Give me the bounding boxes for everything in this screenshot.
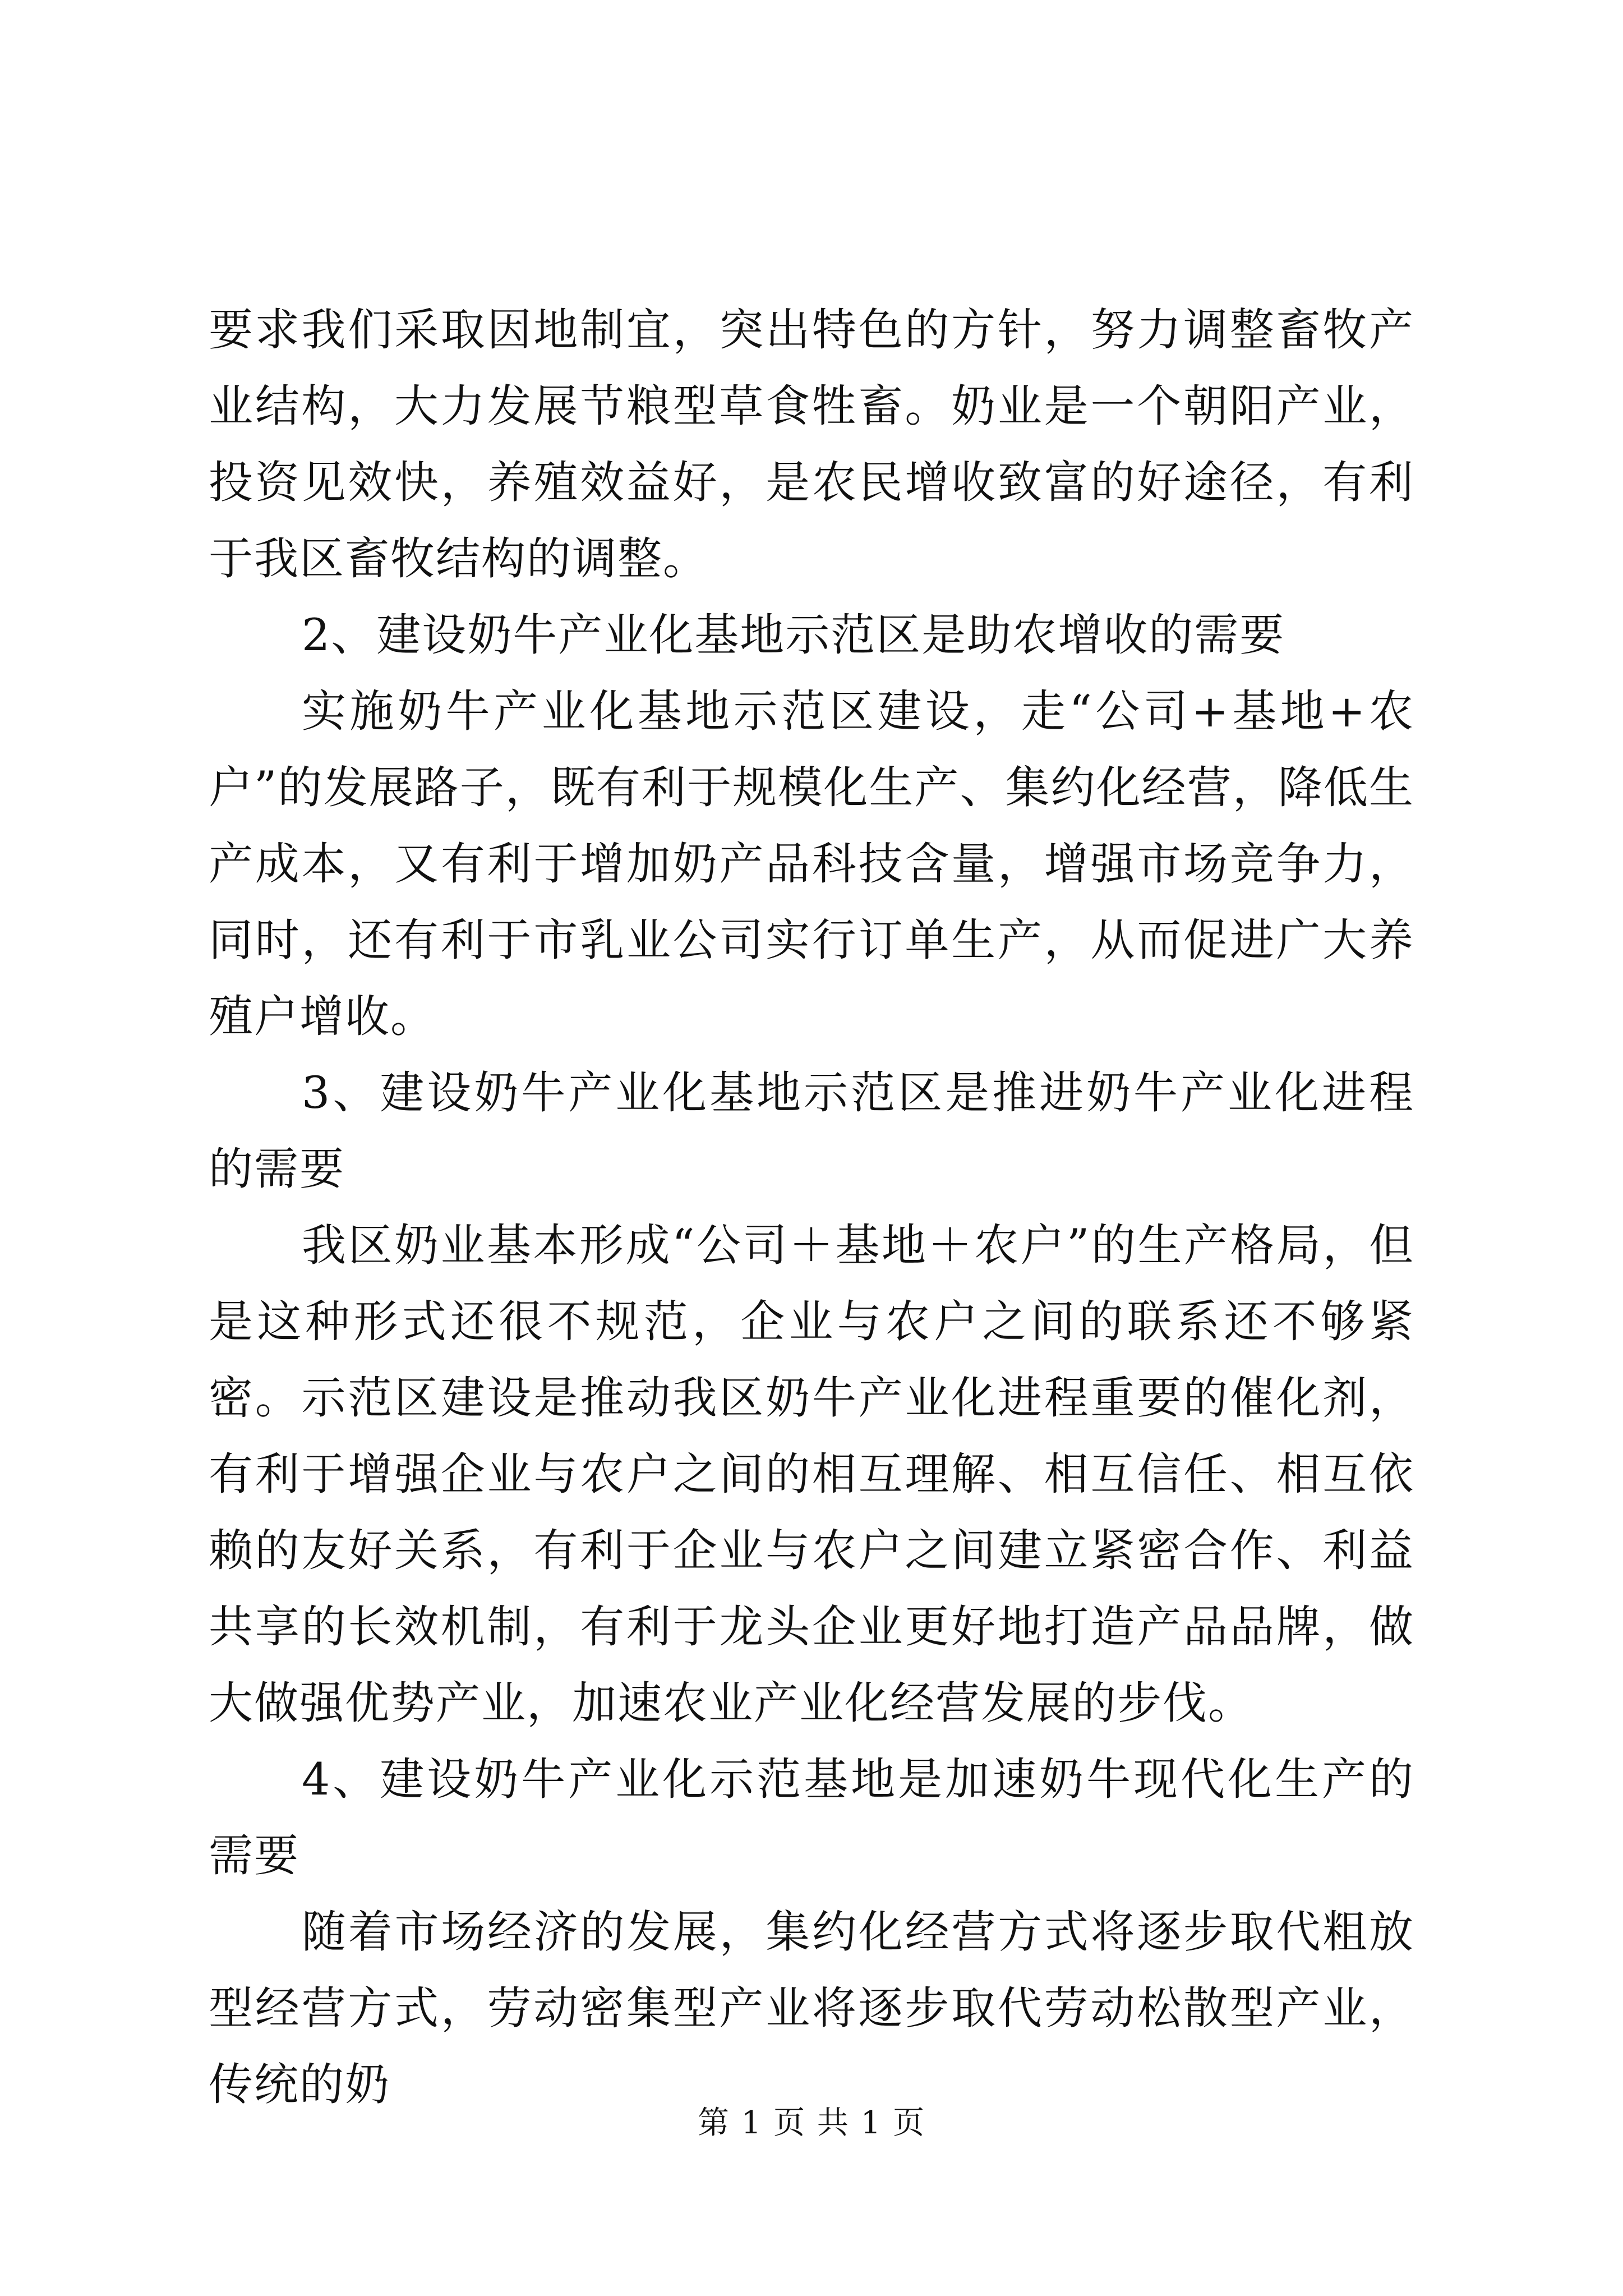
paragraph-section-4: 随着市场经济的发展，集约化经营方式将逐步取代粗放型经营方式，劳动密集型产业将逐步取代劳动松散型产业，传统的奶 bbox=[209, 1906, 1414, 2110]
page-footer bbox=[0, 2101, 1623, 2146]
section-heading-4: 4、建设奶牛产业化示范基地是加速奶牛现代化生产的需要 bbox=[209, 1754, 1414, 1881]
paragraph-section-3: 我区奶业基本形成“公司＋基地＋农户”的生产格局，但是这种形式还很不规范，企业与农户之间的联系还不够紧密。示范区建设是推动我区奶牛产业化进程重要的催化剂，有利于增强企业与农户之间的相互理解、相互信任、相互依赖的友好关系，有利于企业与农户之间建立紧密合作、利益共享的长效机制，有利于龙头企业更好地打造产品品牌，做大做强优势产业，加速农业产业化经营发展的步伐。 bbox=[209, 1220, 1414, 1729]
section-heading-2: 2、建设奶牛产业化基地示范区是助农增收的需要 bbox=[302, 609, 1285, 661]
page-number-label: 第 1 页 共 1 页 bbox=[697, 2105, 926, 2141]
paragraph-intro-continuation: 要求我们采取因地制宜，突出特色的方针，努力调整畜牧产业结构，大力发展节粮型草食牲畜。奶业是一个朝阳产业，投资见效快，养殖效益好，是农民增收致富的好途径，有利于我区畜牧结构的调整。 bbox=[209, 304, 1414, 585]
document-body bbox=[209, 292, 1414, 2123]
section-heading-3: 3、建设奶牛产业化基地示范区是推进奶牛产业化进程的需要 bbox=[209, 1067, 1414, 1195]
paragraph-section-2: 实施奶牛产业化基地示范区建设，走“公司+基地+农户”的发展路子，既有利于规模化生产、集约化经营，降低生产成本，又有利于增加奶产品科技含量，增强市场竞争力，同时，还有利于市乳业公司实行订单生产，从而促进广大养殖户增收。 bbox=[209, 685, 1414, 1042]
